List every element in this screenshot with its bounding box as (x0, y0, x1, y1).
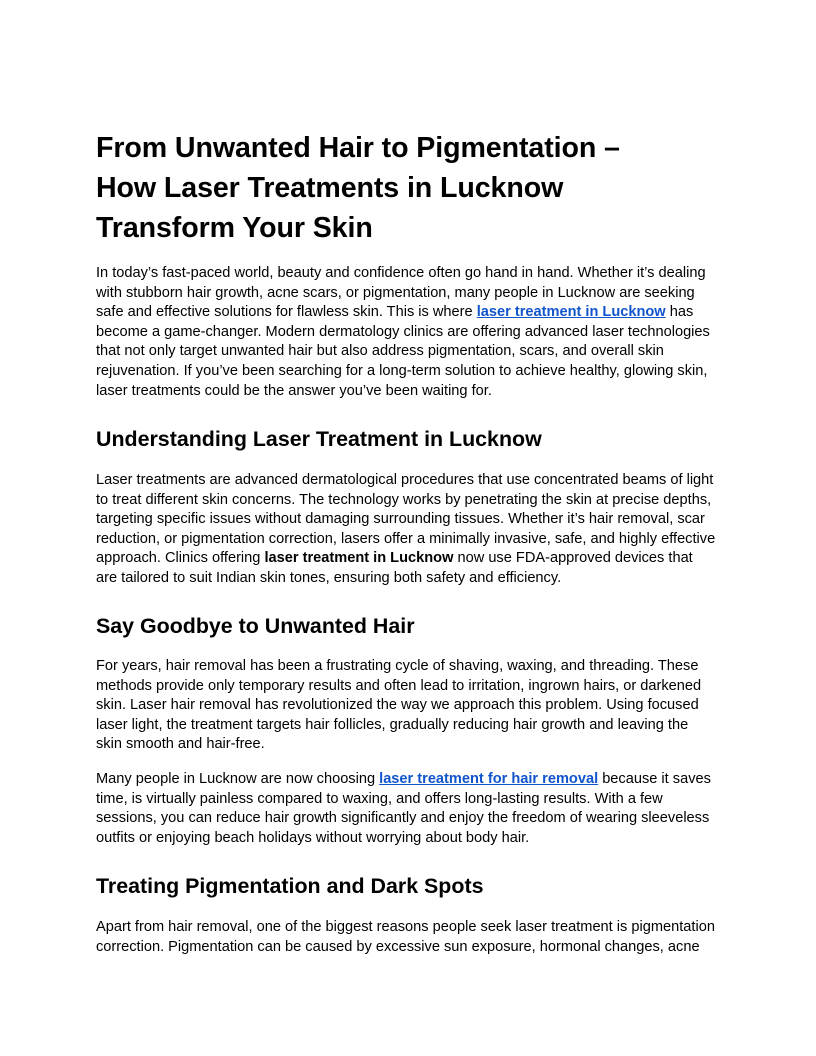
text-line: skin smooth and hair-free. (96, 736, 265, 753)
text-line: with stubborn hair growth, acne scars, or pigmentation, many people in Lucknow are seeking (96, 284, 695, 301)
text-line: Laser treatments are advanced dermatological procedures that use concentrated beams of light (96, 472, 714, 488)
text-line: outfits or enjoying beach holidays without worrying about body hair. (96, 829, 530, 846)
text-line: skin. Laser hair removal has revolutionized the way we approach this problem. Using focused (96, 697, 699, 714)
heading-understanding: Understanding Laser Treatment in Lucknow (96, 427, 542, 451)
laser-hair-removal-link[interactable]: laser treatment for hair removal (379, 771, 599, 787)
title-line: From Unwanted Hair to Pigmentation – (96, 132, 620, 164)
text-run: approach. Clinics offering (96, 550, 265, 567)
text-line: correction. Pigmentation can be caused by excessive sun exposure, hormonal changes, acne (96, 938, 700, 955)
title-line: How Laser Treatments in Lucknow (96, 172, 564, 204)
text-line: laser light, the treatment targets hair follicles, gradually reducing hair growth and leaving the (96, 716, 689, 733)
text-line (96, 549, 720, 569)
text-line: become a game-changer. Modern dermatology clinics are offering advanced laser technologies (96, 323, 710, 340)
text-line: For years, hair removal has been a frustrating cycle of shaving, waxing, and threading. These (96, 658, 699, 674)
text-run: because it saves (598, 771, 711, 787)
hair-paragraph-1 (96, 657, 720, 755)
text-line: that not only target unwanted hair but also address pigmentation, scars, and overall skin (96, 343, 664, 360)
hair-paragraph-2 (96, 770, 720, 848)
heading-pigmentation: Treating Pigmentation and Dark Spots (96, 874, 484, 898)
text-run: Many people in Lucknow are now choosing (96, 771, 380, 787)
text-line: sessions, you can reduce hair growth significantly and enjoy the freedom of wearing sleeveless (96, 810, 710, 827)
text-line: reduction, or pigmentation correction, lasers offer a minimally invasive, safe, and highly effective (96, 530, 716, 547)
pigmentation-paragraph (96, 918, 720, 957)
text-line: to treat different skin concerns. The technology works by penetrating the skin at precise depths, (96, 491, 712, 508)
text-line: Apart from hair removal, one of the biggest reasons people seek laser treatment is pigmentation (96, 919, 715, 935)
text-line (96, 303, 720, 323)
text-run: safe and effective solutions for flawless skin. This is where (96, 304, 477, 321)
bold-keyword: laser treatment in Lucknow (264, 550, 454, 567)
text-line: rejuvenation. If you’ve been searching for a long-term solution to achieve healthy, glowing skin, (96, 362, 708, 379)
text-line: targeting specific issues without damaging surrounding tissues. Whether it’s hair removal, scar (96, 511, 705, 528)
text-run: has (665, 304, 694, 321)
text-line: methods provide only temporary results and often lead to irritation, ingrown hairs, or darkened (96, 677, 702, 694)
heading-hair: Say Goodbye to Unwanted Hair (96, 614, 415, 638)
text-line: are tailored to suit Indian skin tones, ensuring both safety and efficiency. (96, 569, 562, 586)
text-line: In today’s fast-paced world, beauty and confidence often go hand in hand. Whether it’s dealing (96, 265, 706, 281)
document-title (96, 128, 720, 248)
text-line: time, is virtually painless compared to waxing, and offers long-lasting results. With a few (96, 790, 663, 807)
understanding-paragraph (96, 471, 720, 589)
title-line: Transform Your Skin (96, 212, 373, 244)
text-line: laser treatments could be the answer you’ve been waiting for. (96, 382, 492, 399)
laser-treatment-lucknow-link[interactable]: laser treatment in Lucknow (476, 304, 666, 321)
text-line (96, 770, 720, 790)
intro-paragraph (96, 264, 720, 401)
text-run: now use FDA-approved devices that (453, 550, 693, 567)
